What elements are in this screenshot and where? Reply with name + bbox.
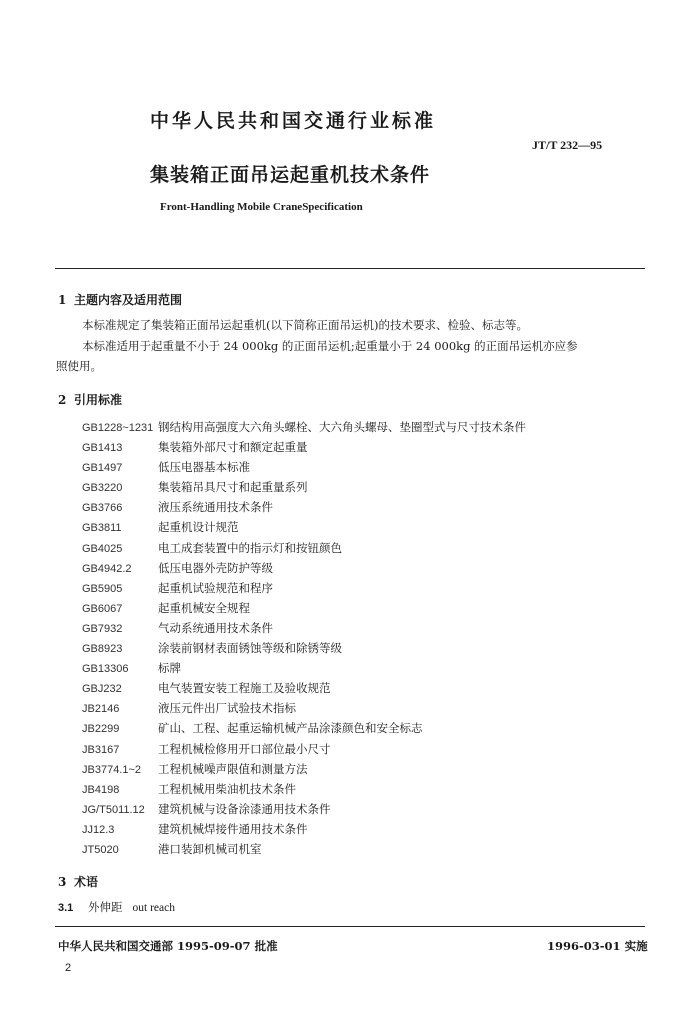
reference-code: JJ12.3: [82, 823, 115, 836]
reference-list: [82, 419, 526, 861]
reference-title: 标牌: [158, 661, 181, 676]
reference-code: JB2146: [82, 703, 120, 716]
section-3-title: 术语: [74, 875, 99, 889]
reference-title: 工程机械用柴油机技术条件: [158, 781, 296, 796]
reference-code: JB4198: [82, 783, 120, 796]
reference-code: GB7932: [82, 622, 123, 635]
reference-item: [82, 640, 526, 660]
reference-title: 矿山、工程、起重运输机械产品涂漆颜色和安全标志: [158, 721, 423, 736]
reference-code: JB3774.1~2: [82, 763, 142, 776]
reference-item: [82, 519, 526, 539]
term-en: out reach: [132, 902, 175, 914]
reference-item: [82, 660, 526, 680]
document-title-cn: 集装箱正面吊运起重机技术条件: [150, 164, 431, 186]
reference-code: GB4025: [82, 542, 123, 555]
reference-item: [82, 821, 526, 841]
section-1-heading: [58, 291, 182, 308]
reference-item: [82, 499, 526, 519]
reference-item: [82, 459, 526, 479]
footer-rule: [55, 926, 645, 927]
reference-item: [82, 680, 526, 700]
section-2-title: 引用标准: [74, 393, 123, 407]
header-rule: [55, 268, 645, 269]
reference-title: 低压电器基本标准: [158, 460, 250, 475]
reference-title: 电工成套装置中的指示灯和按钮颜色: [158, 540, 342, 555]
document-title-en: Front-Handling Mobile CraneSpecification: [160, 201, 363, 213]
reference-title: 集装箱吊具尺寸和起重量系列: [158, 480, 308, 495]
reference-item: [82, 741, 526, 761]
reference-code: JT5020: [82, 843, 119, 856]
reference-code: JB2299: [82, 723, 120, 736]
reference-title: 液压元件出厂试验技术指标: [158, 701, 296, 716]
reference-title: 集装箱外部尺寸和额定起重量: [158, 440, 308, 455]
reference-title: 工程机械检修用开口部位最小尺寸: [158, 741, 331, 756]
reference-title: 起重机械安全规程: [158, 600, 250, 615]
reference-code: JB3167: [82, 743, 120, 756]
reference-item: [82, 560, 526, 580]
reference-code: JG/T5011.12: [82, 803, 145, 816]
reference-item: [82, 720, 526, 740]
reference-title: 液压系统通用技术条件: [158, 500, 273, 515]
reference-code: GB6067: [82, 602, 123, 615]
section-1-number: 1: [58, 293, 67, 307]
reference-title: 气动系统通用技术条件: [158, 620, 273, 635]
reference-code: GBJ232: [82, 683, 122, 696]
reference-item: [82, 620, 526, 640]
reference-code: GB3811: [82, 522, 122, 535]
reference-item: [82, 419, 526, 439]
approval-note: 中华人民共和国交通部 1995-09-07 批准: [58, 939, 278, 953]
section-3-heading: [58, 873, 98, 890]
reference-title: 涂装前钢材表面锈蚀等级和除锈等级: [158, 641, 342, 656]
reference-title: 起重机试验规范和程序: [158, 580, 273, 595]
implementation-date: 1996-03-01 实施: [547, 939, 648, 953]
reference-code: GB5905: [82, 582, 123, 595]
reference-item: [82, 580, 526, 600]
section-1-para-2-line-1: 本标准适用于起重量不小于 24 000kg 的正面吊运机;起重量小于 24 000kg 的正面吊运机亦应参: [82, 339, 578, 353]
reference-item: [82, 700, 526, 720]
reference-item: [82, 781, 526, 801]
reference-title: 建筑机械焊接件通用技术条件: [158, 821, 308, 836]
reference-code: GB1413: [82, 442, 123, 455]
section-1-title: 主题内容及适用范围: [74, 293, 183, 307]
reference-title: 建筑机械与设备涂漆通用技术条件: [158, 801, 331, 816]
section-2-number: 2: [58, 393, 67, 407]
reference-title: 低压电器外壳防护等级: [158, 560, 273, 575]
reference-item: [82, 841, 526, 861]
section-3-number: 3: [58, 875, 67, 889]
section-1-para-1: 本标准规定了集装箱正面吊运起重机(以下简称正面吊运机)的技术要求、检验、标志等。: [82, 318, 528, 332]
industry-standard-title: 中华人民共和国交通行业标准: [150, 110, 437, 132]
section-1-para-2-line-2: 照使用。: [56, 359, 102, 373]
reference-code: GB8923: [82, 643, 123, 656]
term-3-1: [58, 897, 175, 918]
reference-title: 工程机械噪声限值和测量方法: [158, 761, 308, 776]
page-number: 2: [65, 962, 72, 974]
reference-title: 起重机设计规范: [158, 520, 239, 535]
reference-item: [82, 761, 526, 781]
reference-title: 港口装卸机械司机室: [158, 841, 262, 856]
reference-code: GB3766: [82, 502, 123, 515]
reference-title: 钢结构用高强度大六角头螺栓、大六角头螺母、垫圈型式与尺寸技术条件: [158, 420, 526, 434]
reference-item: [82, 479, 526, 499]
reference-item: [82, 540, 526, 560]
reference-item: [82, 600, 526, 620]
reference-code: GB13306: [82, 663, 129, 676]
section-2-heading: [58, 391, 122, 408]
reference-code: GB1497: [82, 462, 123, 475]
reference-code: GB1228~1231: [82, 422, 154, 434]
reference-code: GB3220: [82, 482, 123, 495]
term-number: 3.1: [58, 902, 74, 914]
reference-item: [82, 801, 526, 821]
reference-title: 电气装置安装工程施工及验收规范: [158, 681, 331, 696]
reference-item: [82, 439, 526, 459]
reference-code: GB4942.2: [82, 562, 132, 575]
term-cn: 外伸距: [88, 900, 123, 914]
standard-code: JT/T 232—95: [532, 138, 603, 152]
